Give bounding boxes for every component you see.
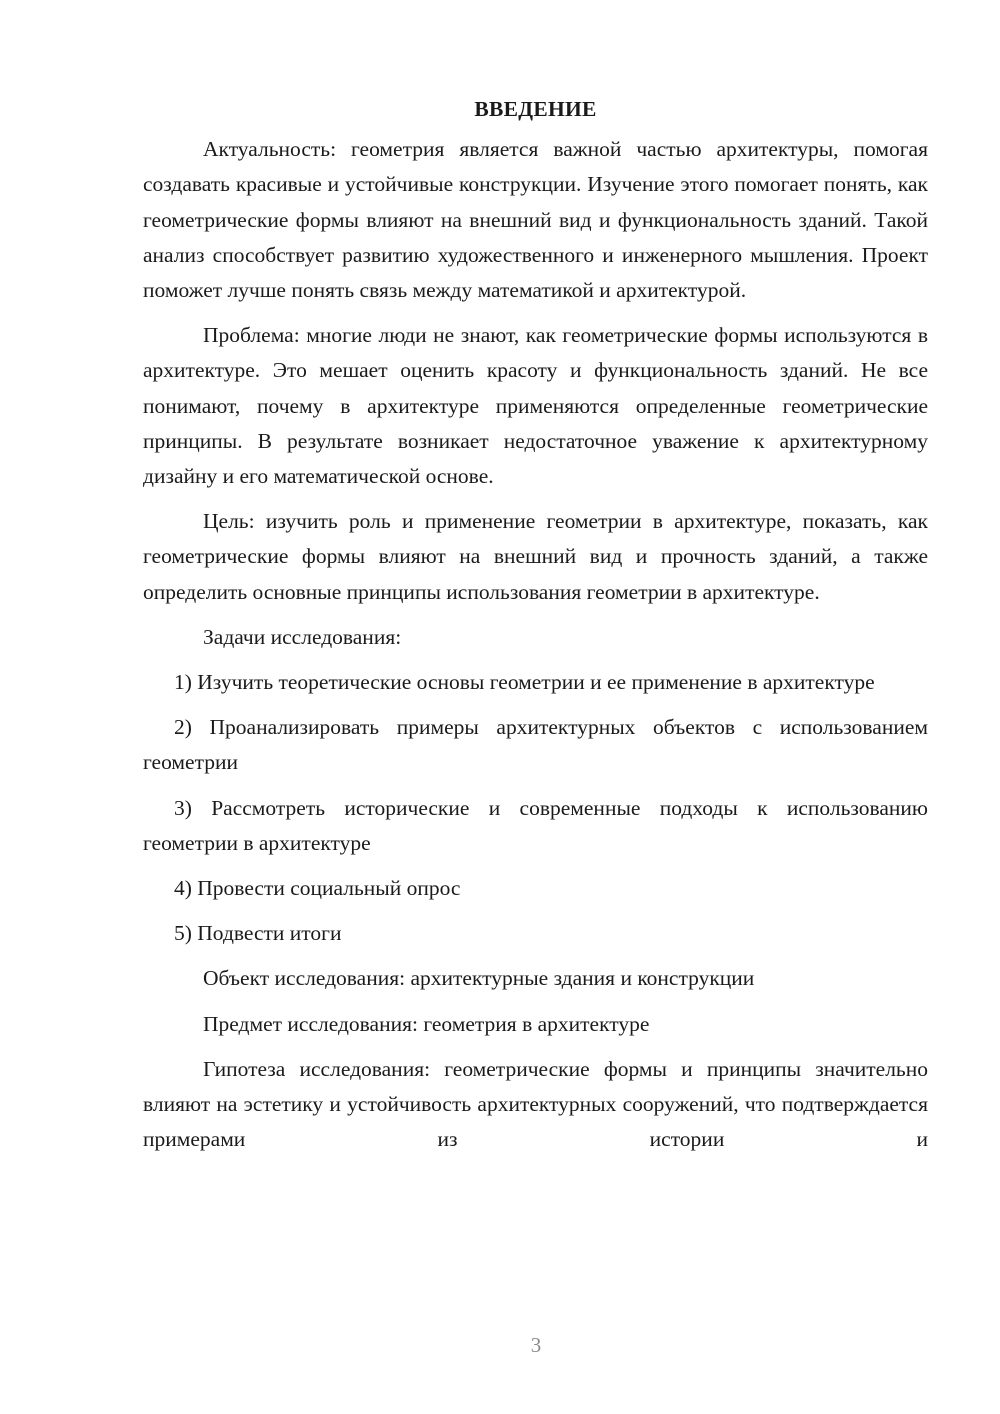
problem-paragraph: Проблема: многие люди не знают, как геометрические формы используются в архитектуре. Это мешает оценить красоту и функциональность зданий. Не все понимают, почему в архитектуре применяются определенные геометрические принципы. В результате возникает недостаточное уважение к архитектурному дизайну и его математической основе. <box>143 323 928 489</box>
task-item-4: 4) Провести социальный опрос <box>174 876 461 901</box>
research-subject: Предмет исследования: геометрия в архитектуре <box>203 1011 650 1036</box>
task-item-1: 1) Изучить теоретические основы геометрии и ее применение в архитектуре <box>174 670 875 695</box>
section-title: ВВЕДЕНИЕ <box>474 97 597 121</box>
task-item-2: 2) Проанализировать примеры архитектурных объектов с использованием геометрии <box>143 715 928 775</box>
page-number: 3 <box>530 1333 542 1357</box>
research-object: Объект исследования: архитектурные здания и конструкции <box>203 966 755 991</box>
relevance-paragraph: Актуальность: геометрия является важной частью архитектуры, помогая создавать красивые и устойчивые конструкции. Изучение этого помогает понять, как геометрические формы влияют на внешний вид и функциональность зданий. Такой анализ способствует развитию художественного и инженерного мышления. Проект поможет лучше понять связь между математикой и архитектурой. <box>143 137 928 303</box>
page-content <box>143 92 928 1157</box>
hypothesis-paragraph: Гипотеза исследования: геометрические формы и принципы значительно влияют на эстетику и устойчивость архитектурных сооружений, что подтверждается примерами из истории и <box>143 1056 928 1152</box>
tasks-heading: Задачи исследования: <box>203 624 402 649</box>
task-item-5: 5) Подвести итоги <box>174 921 342 946</box>
task-item-3: 3) Рассмотреть исторические и современные подходы к использованию геометрии в архитектуре <box>143 795 928 855</box>
goal-paragraph: Цель: изучить роль и применение геометрии в архитектуре, показать, как геометрические формы влияют на внешний вид и прочность зданий, а также определить основные принципы использования геометрии в архитектуре. <box>143 509 928 604</box>
